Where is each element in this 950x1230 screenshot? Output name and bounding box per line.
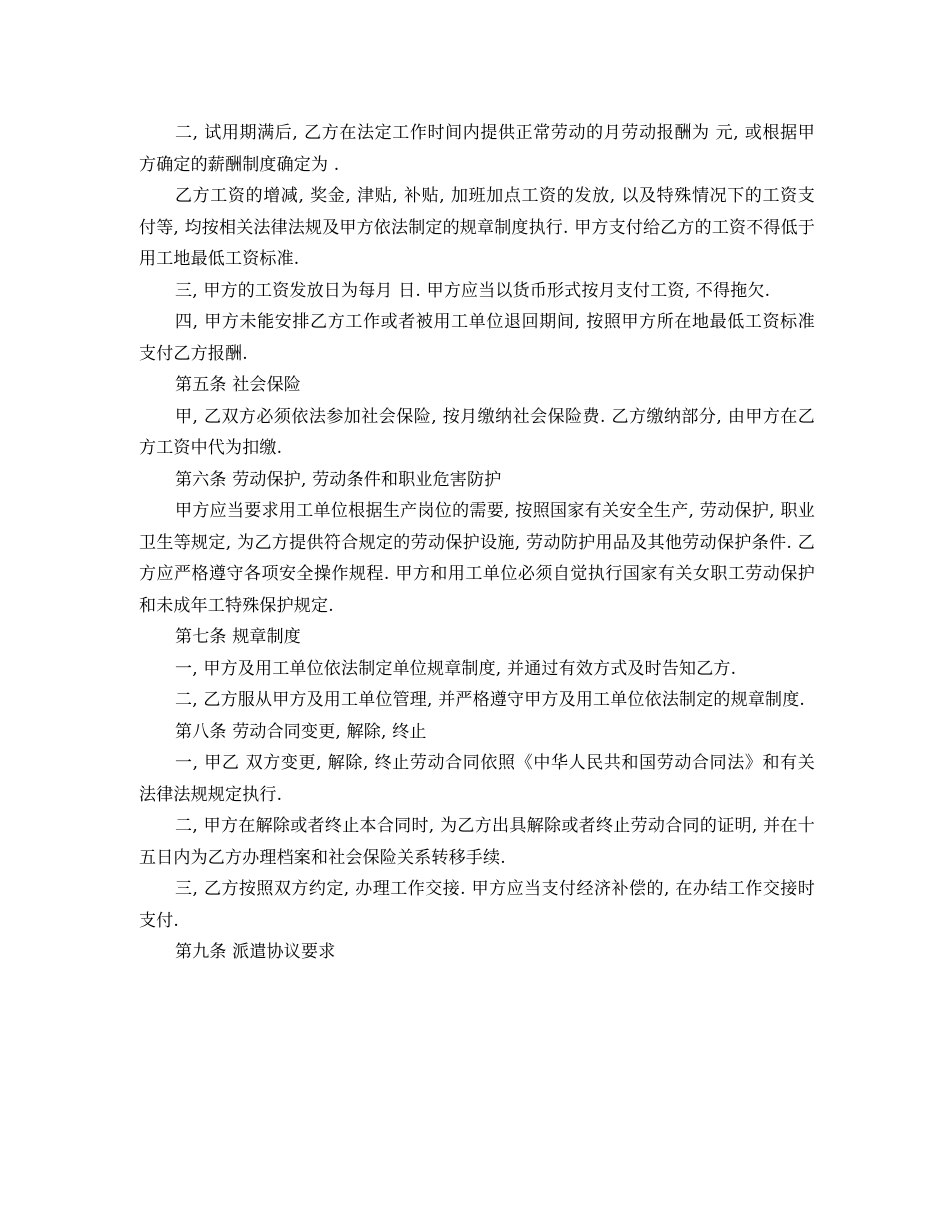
paragraph-termination-certificate: 二, 甲方在解除或者终止本合同时, 为乙方出具解除或者终止劳动合同的证明, 并在十五日内为乙方办理档案和社会保险关系转移手续. — [139, 816, 815, 868]
paragraph-social-insurance: 甲, 乙双方必须依法参加社会保险, 按月缴纳社会保险费. 乙方缴纳部分, 由甲方在乙方工资中代为扣缴. — [139, 406, 815, 458]
paragraph-rules-compliance: 二, 乙方服从甲方及用工单位管理, 并严格遵守甲方及用工单位依法制定的规章制度. — [175, 690, 806, 710]
paragraph-idle-period-pay: 四, 甲方未能安排乙方工作或者被用工单位退回期间, 按照甲方所在地最低工资标准支付乙方报酬. — [139, 312, 815, 364]
paragraph-rules-notice: 一, 甲方及用工单位依法制定单位规章制度, 并通过有效方式及时告知乙方. — [175, 658, 737, 679]
paragraph-work-handover: 三, 乙方按照双方约定, 办理工作交接. 甲方应当支付经济补偿的, 在办结工作交接时支付. — [139, 879, 815, 931]
section-heading-article-8: 第八条 劳动合同变更, 解除, 终止 — [175, 721, 427, 742]
paragraph-salary-after-probation: 二, 试用期满后, 乙方在法定工作时间内提供正常劳动的月劳动报酬为 元, 或根据甲方确定的薪酬制度确定为 . — [139, 123, 815, 175]
paragraph-labor-protection: 甲方应当要求用工单位根据生产岗位的需要, 按照国家有关安全生产, 劳动保护, 职业卫生等规定, 为乙方提供符合规定的劳动保护设施, 劳动防护用品及其他劳动保护条件. 乙方应严格遵守各项安全操作规程. 甲方和用工单位必须自觉执行国家有关女职工劳动保护和未成年工特殊保护规定. — [139, 501, 815, 616]
paragraph-contract-change: 一, 甲乙 双方变更, 解除, 终止劳动合同依照《中华人民共和国劳动合同法》和有关法律法规规定执行. — [139, 753, 815, 805]
section-heading-article-6: 第六条 劳动保护, 劳动条件和职业危害防护 — [175, 469, 502, 490]
document-body — [139, 118, 815, 969]
section-heading-article-9: 第九条 派遣协议要求 — [175, 942, 336, 962]
paragraph-salary-adjustment: 乙方工资的增减, 奖金, 津贴, 补贴, 加班加点工资的发放, 以及特殊情况下的工资支付等, 均按相关法律法规及甲方依法制定的规章制度执行. 甲方支付给乙方的工资不得低于用工地最低工资标准. — [139, 186, 816, 269]
section-heading-article-5: 第五条 社会保险 — [175, 375, 302, 395]
section-heading-article-7: 第七条 规章制度 — [175, 627, 302, 647]
paragraph-payday: 三, 甲方的工资发放日为每月 日. 甲方应当以货币形式按月支付工资, 不得拖欠. — [175, 280, 771, 301]
